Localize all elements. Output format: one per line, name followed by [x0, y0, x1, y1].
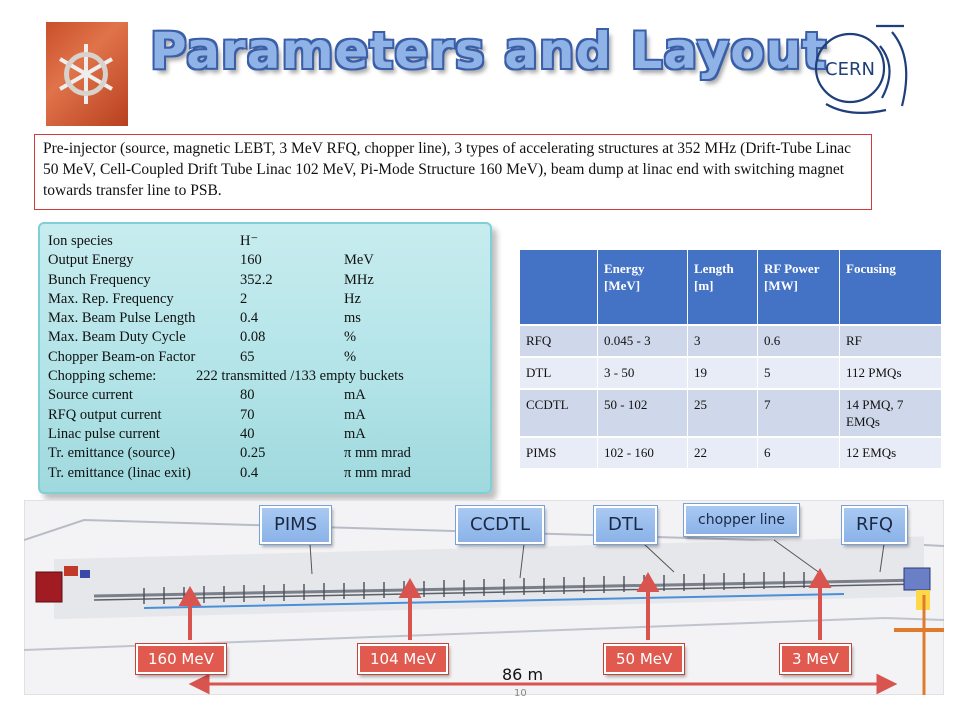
parameter-value: 70: [240, 406, 255, 423]
table-cell: 22: [688, 436, 758, 468]
linac-summary-table: [520, 250, 942, 468]
table-cell: 0.6: [758, 324, 840, 356]
parameter-name: Chopping scheme:: [48, 368, 157, 385]
parameter-name: Ion species: [48, 233, 113, 249]
table-cell: 6: [758, 436, 840, 468]
energy-label-50: 50 MeV: [604, 644, 684, 674]
parameter-row: [48, 386, 490, 405]
slide-number: 10: [514, 688, 527, 699]
parameter-unit: mA: [344, 425, 366, 442]
column-header: Focusing: [840, 250, 942, 324]
table-cell: 102 - 160: [598, 436, 688, 468]
table-cell: 3: [688, 324, 758, 356]
energy-label-3: 3 MeV: [780, 644, 851, 674]
table-cell: RF: [840, 324, 942, 356]
table-cell: DTL: [520, 356, 598, 388]
table-cell: 7: [758, 388, 840, 436]
section-label-rfq: RFQ: [842, 506, 907, 544]
linac-photo: [46, 22, 128, 126]
section-label-dtl: DTL: [594, 506, 657, 544]
table-cell: CCDTL: [520, 388, 598, 436]
cern-logo: [806, 18, 916, 130]
table-cell: 5: [758, 356, 840, 388]
table-cell: 50 - 102: [598, 388, 688, 436]
parameter-unit: MeV: [344, 252, 374, 269]
parameter-row: [48, 309, 490, 328]
parameter-value: 2: [240, 290, 248, 307]
parameter-unit: π mm mrad: [344, 464, 411, 481]
parameter-value: 222 transmitted /133 empty buckets: [196, 368, 404, 385]
parameter-row: [48, 348, 490, 367]
parameter-row: [48, 232, 490, 251]
table-cell: 25: [688, 388, 758, 436]
parameter-value: 160: [240, 252, 262, 269]
parameter-name: Linac pulse current: [48, 425, 160, 442]
section-label-ccdtl: CCDTL: [456, 506, 544, 544]
table-row: [520, 436, 942, 468]
energy-label-160: 160 MeV: [136, 644, 226, 674]
table-row: [520, 324, 942, 356]
intro-text: Pre-injector (source, magnetic LEBT, 3 MeV RFQ, chopper line), 3 types of accelerating structures at 352 MHz (Drift-Tube Linac 50 MeV, Cell-Coupled Drift Tube Linac 102 MeV, Pi-Mode Structure 160 MeV), beam dump at linac end with switching magnet towards transfer line to PSB.: [34, 134, 872, 210]
parameter-row: [48, 251, 490, 270]
parameter-value: 0.25: [240, 445, 266, 462]
parameter-unit: π mm mrad: [344, 445, 411, 462]
table-cell: 112 PMQs: [840, 356, 942, 388]
parameter-name: Max. Beam Pulse Length: [48, 310, 196, 327]
parameter-row: [48, 328, 490, 347]
parameter-name: Tr. emittance (linac exit): [48, 464, 191, 481]
parameter-unit: MHz: [344, 271, 374, 288]
parameter-value: 40: [240, 425, 255, 442]
linac-layout-drawing: [24, 500, 944, 695]
parameter-panel: [38, 222, 492, 494]
parameter-name: Source current: [48, 387, 133, 404]
table-cell: 19: [688, 356, 758, 388]
parameter-unit: %: [344, 348, 357, 365]
total-length-label: 86 m: [502, 665, 544, 684]
parameter-unit: mA: [344, 406, 366, 423]
parameter-value: 0.4: [240, 464, 259, 481]
energy-label-104: 104 MeV: [358, 644, 448, 674]
table-row: [520, 356, 942, 388]
table-cell: 12 EMQs: [840, 436, 942, 468]
parameter-unit: ms: [344, 310, 361, 327]
parameter-value: 0.4: [240, 310, 259, 327]
parameter-name: RFQ output current: [48, 406, 162, 423]
table-cell: RFQ: [520, 324, 598, 356]
table-row: [520, 388, 942, 436]
column-header: Length [m]: [688, 250, 758, 324]
parameter-unit: mA: [344, 387, 366, 404]
parameter-name: Output Energy: [48, 252, 134, 269]
parameter-name: Bunch Frequency: [48, 271, 151, 288]
parameter-unit: %: [344, 329, 357, 346]
table-cell: 0.045 - 3: [598, 324, 688, 356]
column-header: [520, 250, 598, 324]
column-header: RF Power [MW]: [758, 250, 840, 324]
page-title: Parameters and Layout: [150, 22, 828, 80]
table-cell: 3 - 50: [598, 356, 688, 388]
section-label-pims: PIMS: [260, 506, 331, 544]
parameter-value: 65: [240, 348, 255, 365]
parameter-value: 352.2: [240, 271, 273, 288]
parameter-unit: Hz: [344, 290, 361, 307]
parameter-row: [48, 367, 490, 386]
column-header: Energy [MeV]: [598, 250, 688, 324]
parameter-value: H⁻: [240, 233, 259, 249]
table-header-row: [520, 250, 942, 324]
section-label-chopper-line: chopper line: [684, 504, 799, 536]
table-cell: PIMS: [520, 436, 598, 468]
parameter-row: [48, 406, 490, 425]
table-cell: 14 PMQ, 7 EMQs: [840, 388, 942, 436]
photo-detail: [64, 52, 108, 96]
parameter-row: [48, 425, 490, 444]
parameter-row: [48, 271, 490, 290]
parameter-value: 80: [240, 387, 255, 404]
cern-logo-text: CERN: [825, 59, 875, 80]
parameter-name: Max. Rep. Frequency: [48, 290, 174, 307]
parameter-row: [48, 464, 490, 483]
parameter-row: [48, 290, 490, 309]
parameter-name: Max. Beam Duty Cycle: [48, 329, 186, 346]
parameter-name: Tr. emittance (source): [48, 445, 176, 462]
parameter-row: [48, 444, 490, 463]
parameter-name: Chopper Beam-on Factor: [48, 348, 196, 365]
parameter-value: 0.08: [240, 329, 266, 346]
